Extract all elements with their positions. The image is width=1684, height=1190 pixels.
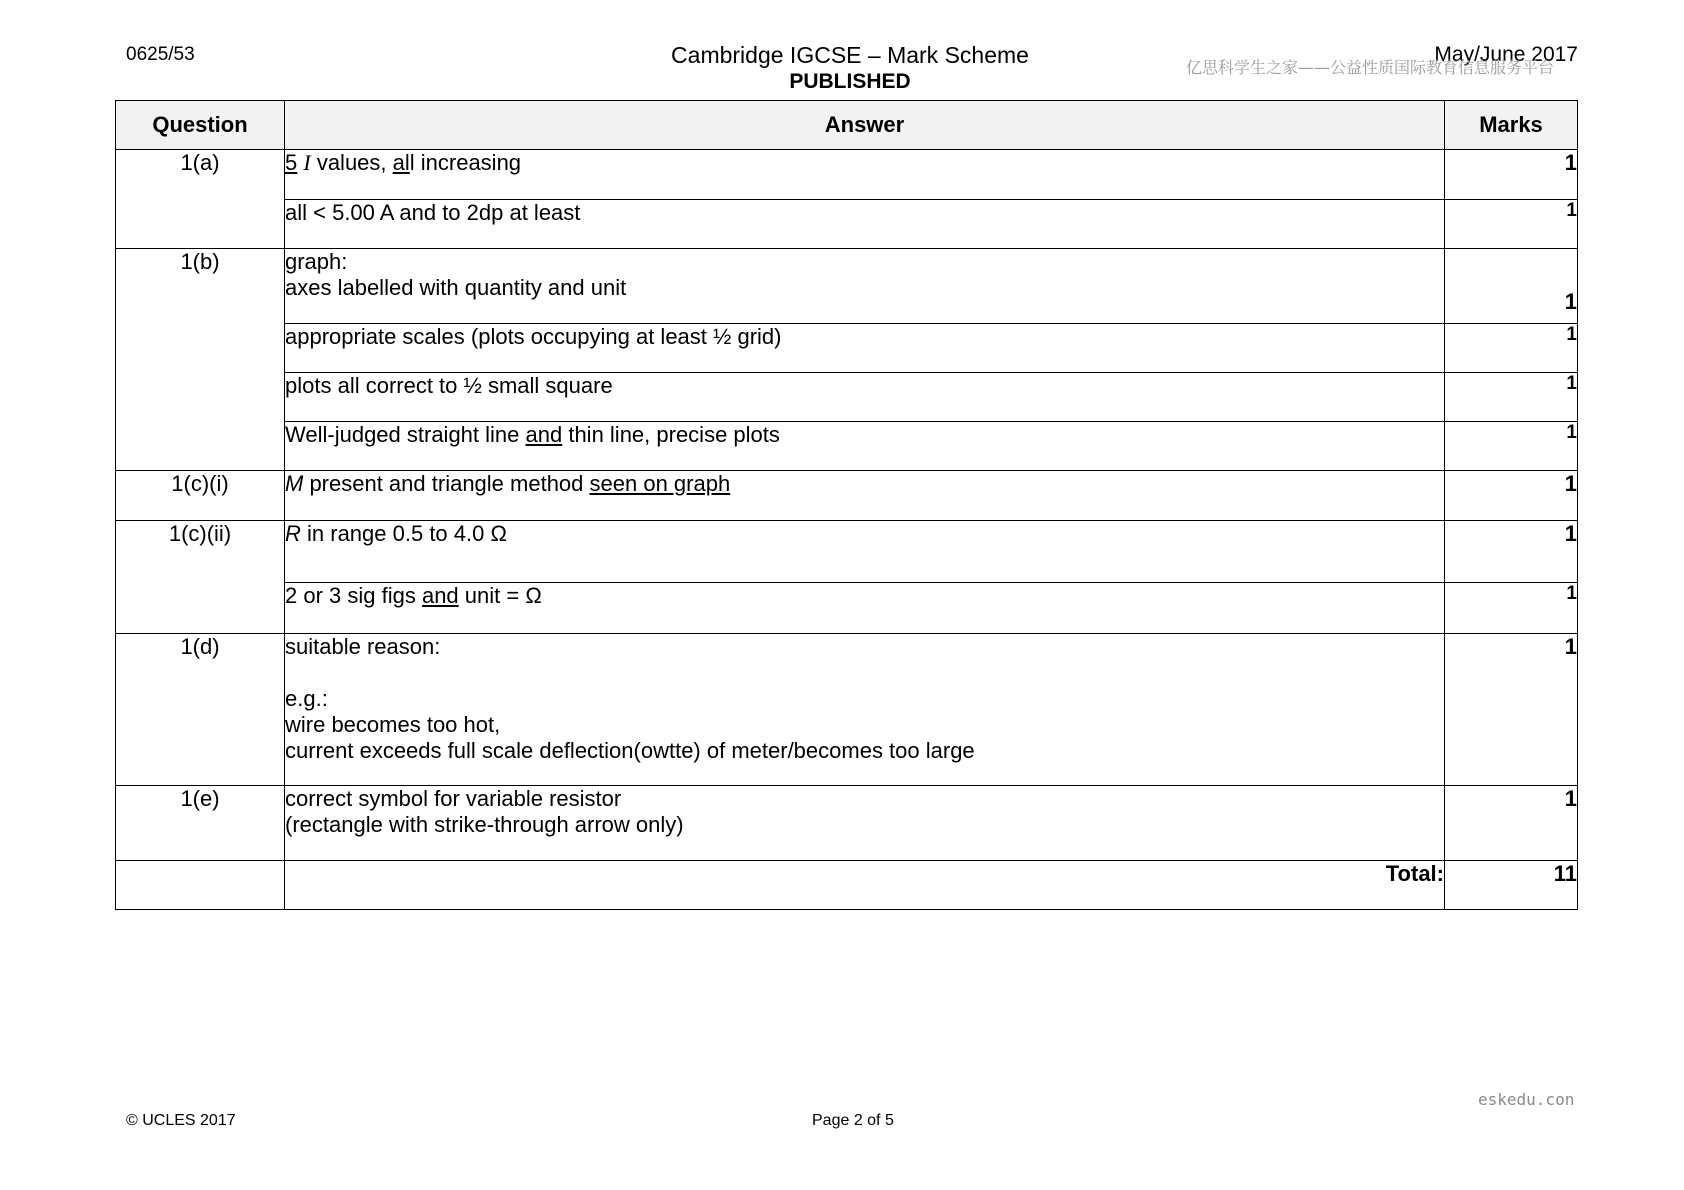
total-row bbox=[116, 861, 1578, 910]
marks-value: 1 bbox=[1445, 786, 1578, 861]
answer-text: unit = Ω bbox=[458, 583, 542, 608]
empty-cell bbox=[116, 861, 285, 910]
answer-cell bbox=[285, 150, 1445, 200]
table-row bbox=[116, 249, 1578, 324]
marks-value: 1 bbox=[1445, 634, 1578, 786]
answer-line: current exceeds full scale deflection(owtte) of meter/becomes too large bbox=[285, 738, 975, 763]
answer-cell bbox=[285, 471, 1445, 521]
question-number: 1(b) bbox=[116, 249, 285, 471]
marks-value: 1 bbox=[1445, 200, 1578, 249]
table-row bbox=[116, 786, 1578, 861]
marks-value: 1 bbox=[1445, 521, 1578, 583]
answer-cell bbox=[285, 634, 1445, 786]
answer-line: (rectangle with strike-through arrow only) bbox=[285, 812, 684, 837]
answer-line: suitable reason: bbox=[285, 634, 441, 659]
paper-code: 0625/53 bbox=[126, 44, 195, 65]
table-row bbox=[116, 324, 1578, 373]
total-label: Total: bbox=[285, 861, 1445, 910]
question-number: 1(c)(i) bbox=[116, 471, 285, 521]
marks-value: 1 bbox=[1445, 150, 1578, 200]
page-number: Page 2 of 5 bbox=[812, 1112, 894, 1129]
table-row bbox=[116, 200, 1578, 249]
answer-symbol: M bbox=[285, 471, 304, 496]
question-number: 1(a) bbox=[116, 150, 285, 249]
answer-cell bbox=[285, 786, 1445, 861]
question-number: 1(d) bbox=[116, 634, 285, 786]
answer-underlined: al bbox=[392, 150, 410, 175]
answer-cell bbox=[285, 583, 1445, 634]
published-label: PUBLISHED bbox=[789, 70, 911, 93]
exam-session: May/June 2017 bbox=[1434, 43, 1578, 66]
question-column-header: Question bbox=[116, 101, 285, 150]
answer-cell: plots all correct to ½ small square bbox=[285, 373, 1445, 422]
answer-text: values, bbox=[310, 150, 393, 175]
answer-cell: all < 5.00 A and to 2dp at least bbox=[285, 200, 1445, 249]
answer-cell bbox=[285, 249, 1445, 324]
table-row bbox=[116, 634, 1578, 786]
table-row bbox=[116, 521, 1578, 583]
site-watermark: eskedu.con bbox=[1478, 1090, 1575, 1109]
answer-text: present and triangle method bbox=[303, 471, 590, 496]
table-row bbox=[116, 422, 1578, 471]
marks-value: 1 bbox=[1445, 324, 1578, 373]
table-row bbox=[116, 373, 1578, 422]
answer-text: Well-judged straight line bbox=[285, 422, 526, 447]
answer-text: in range 0.5 to 4.0 Ω bbox=[300, 521, 507, 546]
table-row bbox=[116, 583, 1578, 634]
answer-underlined: and bbox=[525, 422, 563, 447]
marks-value: 1 bbox=[1445, 422, 1578, 471]
answer-line: wire becomes too hot, bbox=[285, 712, 501, 737]
header-center bbox=[560, 42, 1140, 94]
answer-line: axes labelled with quantity and unit bbox=[285, 275, 627, 300]
answer-symbol: I bbox=[303, 150, 311, 175]
answer-line: correct symbol for variable resistor bbox=[285, 786, 622, 811]
table-row bbox=[116, 471, 1578, 521]
answer-text: thin line, precise plots bbox=[562, 422, 780, 447]
answer-text: 2 or 3 sig figs bbox=[285, 583, 422, 608]
question-number: 1(c)(ii) bbox=[116, 521, 285, 634]
table-row bbox=[116, 150, 1578, 200]
marks-value: 1 bbox=[1445, 249, 1578, 324]
answer-underlined: and bbox=[421, 583, 459, 608]
answer-cell: appropriate scales (plots occupying at least ½ grid) bbox=[285, 324, 1445, 373]
answer-column-header: Answer bbox=[285, 101, 1445, 150]
question-number: 1(e) bbox=[116, 786, 285, 861]
answer-underlined: 5 bbox=[285, 150, 298, 175]
answer-text: l increasing bbox=[409, 150, 522, 175]
document-title: Cambridge IGCSE – Mark Scheme bbox=[671, 42, 1029, 68]
answer-symbol: R bbox=[285, 521, 301, 546]
copyright-notice: © UCLES 2017 bbox=[126, 1112, 236, 1129]
marks-value: 1 bbox=[1445, 471, 1578, 521]
answer-underlined: seen on graph bbox=[589, 471, 731, 496]
marks-value: 1 bbox=[1445, 373, 1578, 422]
table-header-row bbox=[116, 101, 1578, 150]
answer-cell bbox=[285, 422, 1445, 471]
marks-column-header: Marks bbox=[1445, 101, 1578, 150]
answer-cell bbox=[285, 521, 1445, 583]
marks-value: 1 bbox=[1445, 583, 1578, 634]
total-value: 11 bbox=[1445, 861, 1578, 910]
line-gap bbox=[285, 660, 1444, 686]
answer-line: e.g.: bbox=[285, 686, 328, 711]
mark-scheme-table bbox=[115, 100, 1578, 910]
watermark-text: 亿思科学生之家——公益性质国际教育信息服务平台 bbox=[1186, 58, 1555, 77]
answer-line: graph: bbox=[285, 249, 348, 274]
